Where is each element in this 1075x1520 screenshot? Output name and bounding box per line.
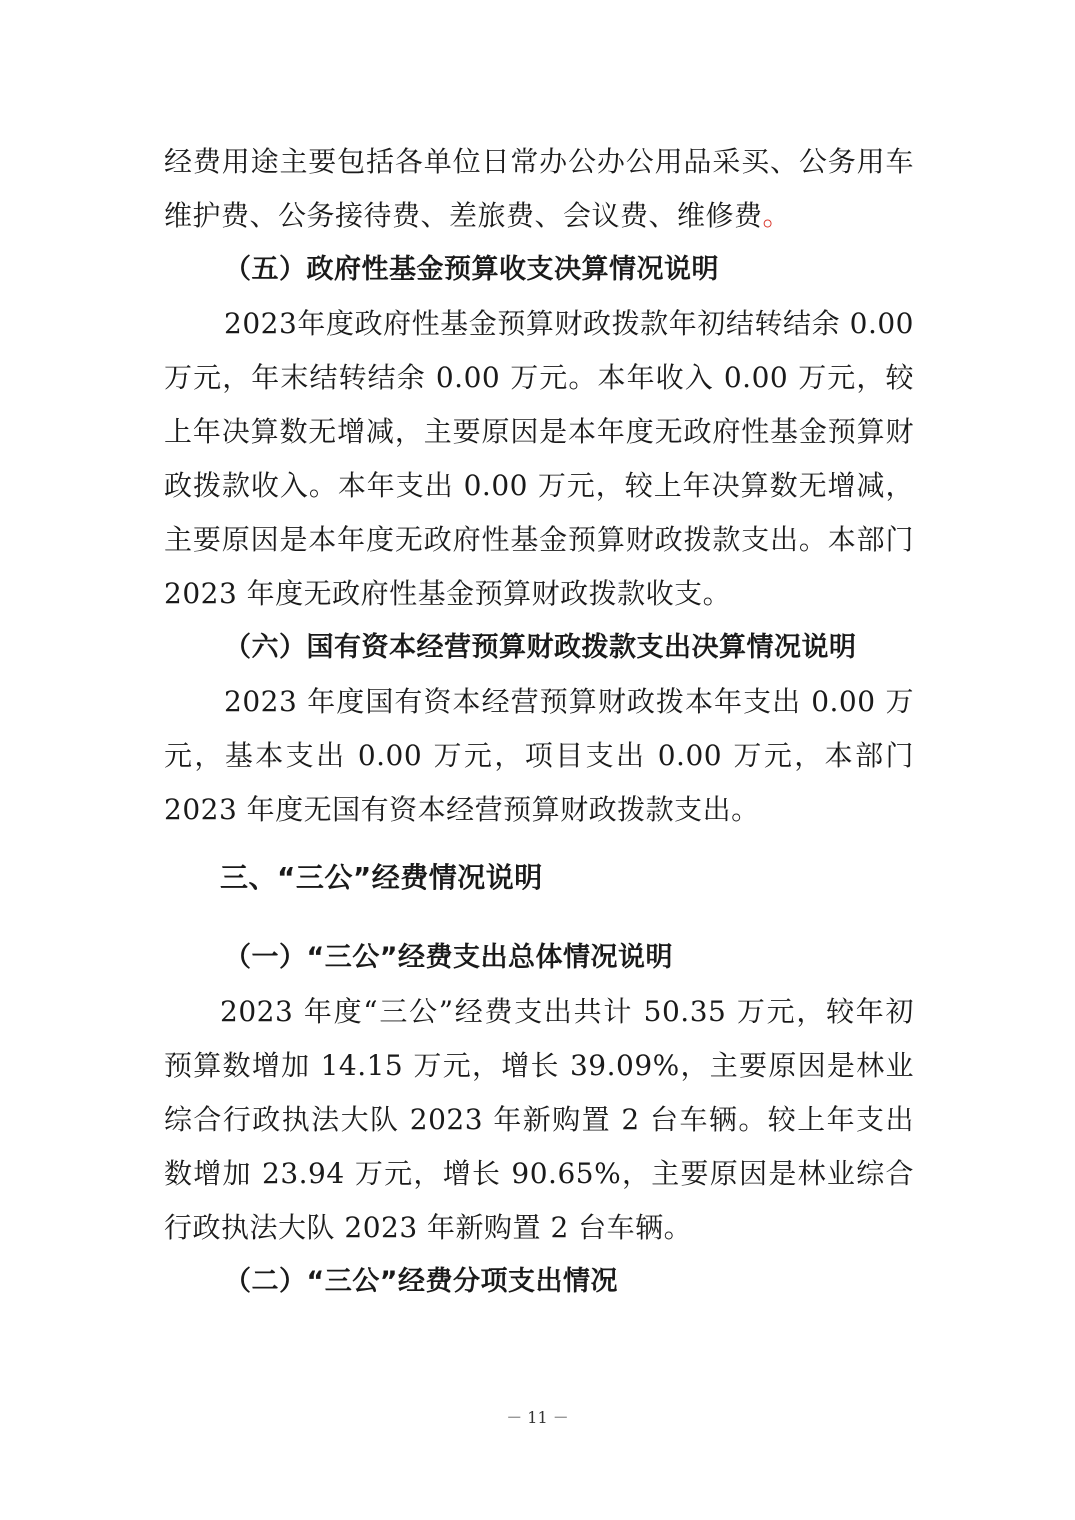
heading-overall-expenses: （一）“三公”经费支出总体情况说明 (224, 942, 673, 973)
section-three-public-expenses: 三、“三公”经费情况说明 (220, 861, 543, 894)
heading-itemized-expenses: （二）“三公”经费分项支出情况 (224, 1266, 618, 1297)
red-period: 。 (762, 199, 792, 232)
paragraph-overall-expenses: 2023 年度“三公”经费支出共计 50.35 万元，较年初预算数增加 14.15 万元，增长 39.09%，主要原因是林业综合行政执法大队 2023 年新购置 2 台车辆。较上年支出数增加 23.94 万元，增长 90.65%，主要原因是林业综合行政执法大队 2023 年新购置 2 台车辆。 (164, 995, 914, 1244)
paragraph-government-fund: 2023年度政府性基金预算财政拨款年初结转结余 0.00 万元，年末结转结余 0.00 万元。本年收入 0.00 万元，较上年决算数无增减，主要原因是本年度无政府性基金预算财政拨款收入。本年支出 0.00 万元，较上年决算数无增减，主要原因是本年度无政府性基金预算财政拨款支出。本部门 2023 年度无政府性基金预算财政拨款收支。 (164, 307, 914, 610)
heading-government-fund: （五）政府性基金预算收支决算情况说明 (224, 254, 719, 285)
paragraph-expense-usage (164, 135, 914, 243)
heading-state-capital: （六）国有资本经营预算财政拨款支出决算情况说明 (224, 632, 857, 663)
page-number: － 11 － (506, 1408, 569, 1427)
paragraph-state-capital: 2023 年度国有资本经营预算财政拨本年支出 0.00 万元，基本支出 0.00 万元，项目支出 0.00 万元，本部门 2023 年度无国有资本经营预算财政拨款支出。 (164, 685, 914, 826)
paragraph-text: 经费用途主要包括各单位日常办公办公用品采买、公务用车维护费、公务接待费、差旅费、会议费、维修费 (164, 145, 914, 232)
document-body (164, 135, 914, 1309)
